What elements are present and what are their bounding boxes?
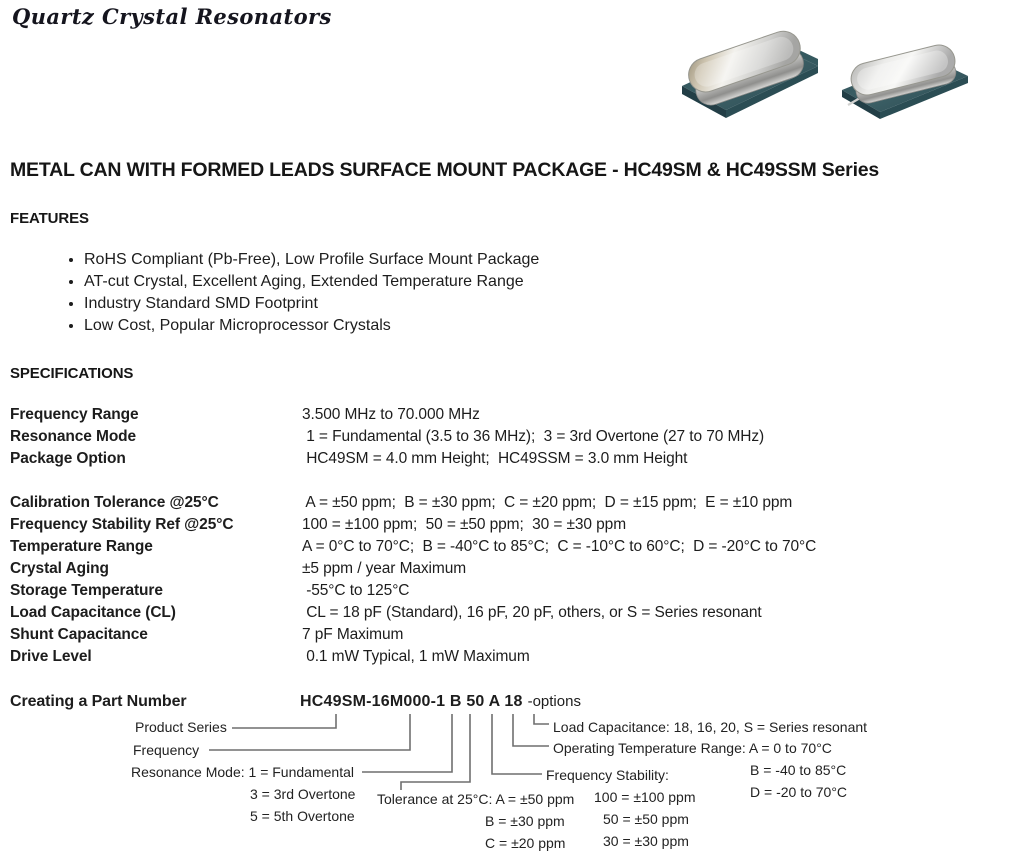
spec-label: Frequency Stability Ref @25°C	[10, 516, 234, 533]
callout-operating-temp-b: B = -40 to 85°C	[750, 762, 847, 778]
spec-value: 0.1 mW Typical, 1 mW Maximum	[302, 648, 530, 665]
spec-value: 7 pF Maximum	[302, 626, 404, 643]
spec-label: Resonance Mode	[10, 428, 137, 445]
spec-row	[10, 514, 816, 536]
specifications-heading: SPECIFICATIONS	[10, 365, 134, 382]
spec-value: HC49SM = 4.0 mm Height; HC49SSM = 3.0 mm Height	[302, 450, 688, 467]
part-number-heading: Creating a Part Number	[10, 693, 187, 710]
page-title: Quartz Crystal Resonators	[12, 4, 332, 29]
hc49ssm-crystal-photo	[836, 26, 974, 126]
callout-overtone-3: 3 = 3rd Overtone	[250, 786, 356, 802]
callout-frequency-stability: Frequency Stability:	[546, 767, 669, 783]
spec-label: Frequency Range	[10, 406, 139, 423]
features-heading: FEATURES	[10, 210, 89, 227]
spec-value: A = 0°C to 70°C; B = -40°C to 85°C; C = -10°C to 60°C; D = -20°C to 70°C	[302, 538, 817, 555]
callout-frequency-stability-100: 100 = ±100 ppm	[594, 789, 696, 805]
specs-group-general	[10, 404, 764, 470]
callout-operating-temp: Operating Temperature Range: A = 0 to 70°C	[553, 740, 832, 756]
spec-row	[10, 558, 816, 580]
callout-resonance-mode: Resonance Mode: 1 = Fundamental	[131, 764, 354, 780]
feature-item: • Low Cost, Popular Microprocessor Crystals	[84, 315, 539, 337]
callout-load-capacitance: Load Capacitance: 18, 16, 20, S = Series resonant	[553, 719, 868, 735]
spec-label: Drive Level	[10, 648, 92, 665]
callout-operating-temp-d: D = -20 to 70°C	[750, 784, 848, 800]
spec-value: 1 = Fundamental (3.5 to 36 MHz); 3 = 3rd Overtone (27 to 70 MHz)	[302, 428, 765, 445]
spec-label: Calibration Tolerance @25°C	[10, 494, 219, 511]
spec-label: Storage Temperature	[10, 582, 163, 599]
callout-frequency-stability-50: 50 = ±50 ppm	[603, 811, 689, 827]
hc49sm-crystal-photo	[676, 4, 824, 128]
spec-row	[10, 426, 764, 448]
spec-row	[10, 404, 764, 426]
callout-product-series: Product Series	[135, 719, 227, 735]
spec-value: 3.500 MHz to 70.000 MHz	[302, 406, 480, 423]
callout-tolerance-b: B = ±30 ppm	[485, 813, 565, 829]
spec-value: 100 = ±100 ppm; 50 = ±50 ppm; 30 = ±30 ppm	[302, 516, 627, 533]
spec-row	[10, 448, 764, 470]
spec-value: -55°C to 125°C	[302, 582, 410, 599]
spec-value: A = ±50 ppm; B = ±30 ppm; C = ±20 ppm; D = ±15 ppm; E = ±10 ppm	[302, 494, 793, 511]
spec-row	[10, 492, 816, 514]
spec-row	[10, 602, 816, 624]
spec-value: ±5 ppm / year Maximum	[302, 560, 467, 577]
spec-row	[10, 646, 816, 668]
part-number-value: HC49SM-16M000-1 B 50 A 18	[300, 693, 523, 710]
feature-item: • RoHS Compliant (Pb-Free), Low Profile Surface Mount Package	[84, 249, 539, 271]
spec-row	[10, 624, 816, 646]
part-number-example	[300, 693, 581, 711]
series-heading: METAL CAN WITH FORMED LEADS SURFACE MOUNT PACKAGE - HC49SM & HC49SSM Series	[10, 159, 880, 181]
callout-tolerance: Tolerance at 25°C: A = ±50 ppm	[377, 791, 575, 807]
callout-overtone-5: 5 = 5th Overtone	[250, 808, 355, 824]
spec-label: Temperature Range	[10, 538, 153, 555]
spec-label: Load Capacitance (CL)	[10, 604, 176, 621]
callout-tolerance-c: C = ±20 ppm	[485, 835, 566, 851]
feature-item: • Industry Standard SMD Footprint	[84, 293, 539, 315]
spec-row	[10, 536, 816, 558]
specs-group-electrical	[10, 492, 816, 668]
part-number-options-suffix: -options	[527, 693, 581, 710]
spec-value: CL = 18 pF (Standard), 16 pF, 20 pF, others, or S = Series resonant	[302, 604, 762, 621]
feature-item: • AT-cut Crystal, Excellent Aging, Extended Temperature Range	[84, 271, 539, 293]
callout-frequency-stability-30: 30 = ±30 ppm	[603, 833, 689, 849]
spec-row	[10, 580, 816, 602]
features-list	[60, 249, 539, 337]
spec-label: Crystal Aging	[10, 560, 109, 577]
spec-label: Shunt Capacitance	[10, 626, 148, 643]
callout-frequency: Frequency	[133, 742, 200, 758]
spec-label: Package Option	[10, 450, 126, 467]
